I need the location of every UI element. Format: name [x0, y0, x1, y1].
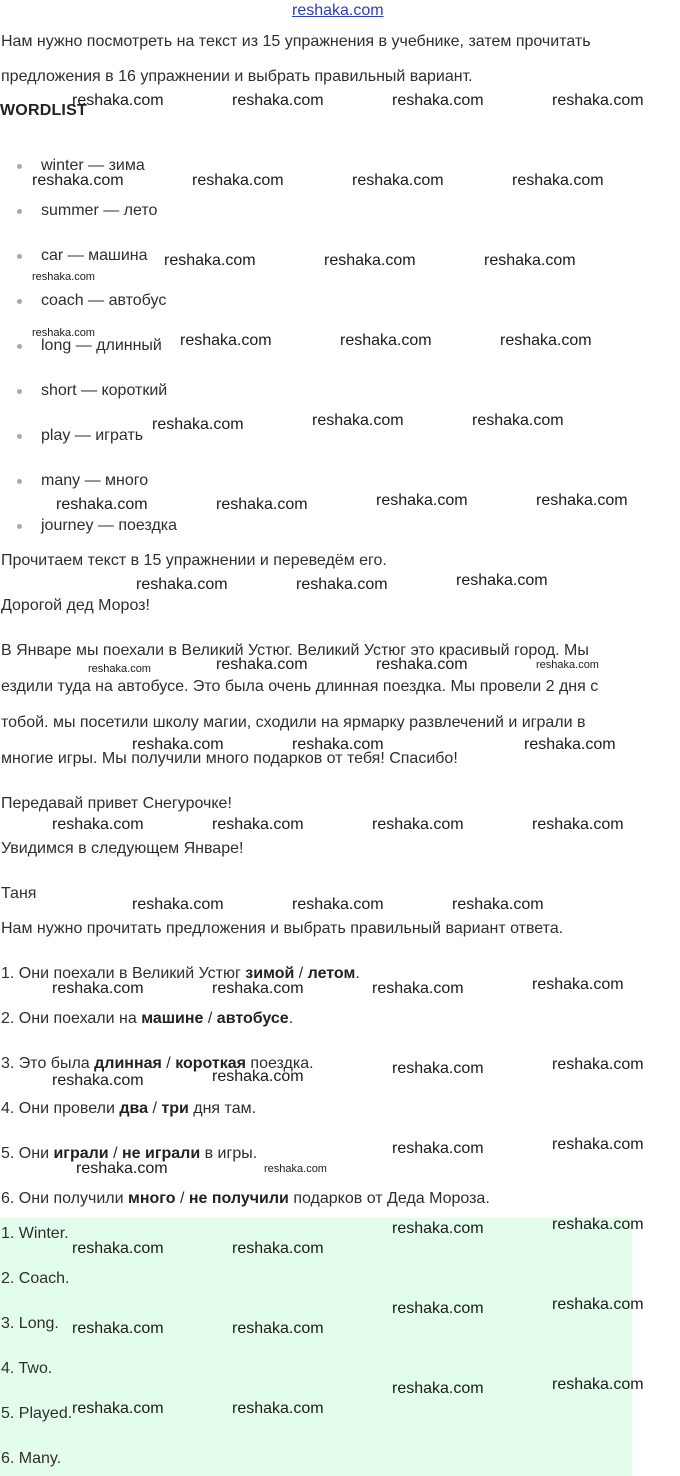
- answer-1: 1. Winter.: [1, 1225, 69, 1242]
- bullet-icon: [17, 389, 22, 394]
- answer-4: 4. Two.: [1, 1360, 53, 1377]
- question-6: 6. Они получили много / не получили подарков от Деда Мороза.: [1, 1190, 490, 1207]
- watermark: reshaka.com: [212, 1068, 304, 1085]
- letter-line-3: тобой. мы посетили школу магии, сходили на ярмарку развлечений и играли в: [1, 714, 586, 731]
- watermark: reshaka.com: [232, 92, 324, 109]
- watermark: reshaka.com: [392, 1380, 484, 1397]
- bullet-icon: [17, 434, 22, 439]
- watermark: reshaka.com: [232, 1400, 324, 1417]
- bullet-icon: [17, 524, 22, 529]
- watermark: reshaka.com: [532, 976, 624, 993]
- watermark: reshaka.com: [52, 816, 144, 833]
- watermark: reshaka.com: [212, 980, 304, 997]
- watermark: reshaka.com: [500, 332, 592, 349]
- watermark: reshaka.com: [164, 252, 256, 269]
- watermark: reshaka.com: [392, 1300, 484, 1317]
- watermark: reshaka.com: [372, 816, 464, 833]
- watermark: reshaka.com: [312, 412, 404, 429]
- watermark: reshaka.com: [324, 252, 416, 269]
- watermark: reshaka.com: [292, 736, 384, 753]
- watermark: reshaka.com: [180, 332, 272, 349]
- watermark: reshaka.com: [72, 92, 164, 109]
- watermark: reshaka.com: [76, 1160, 168, 1177]
- watermark: reshaka.com: [392, 1060, 484, 1077]
- intro-line-1: Нам нужно посмотреть на текст из 15 упражнения в учебнике, затем прочитать: [1, 33, 591, 50]
- watermark: reshaka.com: [136, 576, 228, 593]
- answer-5: 5. Played.: [1, 1405, 73, 1422]
- question-1: 1. Они поехали в Великий Устюг зимой / летом.: [1, 965, 360, 982]
- answer-2: 2. Coach.: [1, 1270, 70, 1287]
- watermark: reshaka.com: [88, 663, 151, 675]
- site-link[interactable]: reshaka.com: [292, 2, 384, 19]
- question-3: 3. Это была длинная / короткая поездка.: [1, 1055, 314, 1072]
- bullet-icon: [17, 164, 22, 169]
- watermark: reshaka.com: [340, 332, 432, 349]
- letter-greeting: Дорогой дед Мороз!: [1, 597, 150, 614]
- watermark: reshaka.com: [512, 172, 604, 189]
- bullet-icon: [17, 479, 22, 484]
- watermark: reshaka.com: [56, 496, 148, 513]
- watermark: reshaka.com: [392, 1140, 484, 1157]
- watermark: reshaka.com: [152, 416, 244, 433]
- watermark: reshaka.com: [376, 656, 468, 673]
- intro-line-2: предложения в 16 упражнении и выбрать правильный вариант.: [1, 68, 473, 85]
- letter-line-2: ездили туда на автобусе. Это была очень длинная поездка. Мы провели 2 дня с: [1, 678, 599, 695]
- letter-signature: Таня: [1, 885, 37, 902]
- question-4: 4. Они провели два / три дня там.: [1, 1100, 257, 1117]
- watermark: reshaka.com: [264, 1163, 327, 1175]
- watermark: reshaka.com: [52, 980, 144, 997]
- watermark: reshaka.com: [392, 1220, 484, 1237]
- bullet-icon: [17, 344, 22, 349]
- watermark: reshaka.com: [132, 896, 224, 913]
- watermark: reshaka.com: [552, 1056, 644, 1073]
- watermark: reshaka.com: [552, 1296, 644, 1313]
- watermark: reshaka.com: [192, 172, 284, 189]
- watermark: reshaka.com: [472, 412, 564, 429]
- watermark: reshaka.com: [232, 1320, 324, 1337]
- watermark: reshaka.com: [452, 896, 544, 913]
- reading-intro: Прочитаем текст в 15 упражнении и переведём его.: [1, 552, 387, 569]
- answer-6: 6. Many.: [1, 1450, 62, 1467]
- watermark: reshaka.com: [296, 576, 388, 593]
- watermark: reshaka.com: [536, 492, 628, 509]
- watermark: reshaka.com: [72, 1400, 164, 1417]
- watermark: reshaka.com: [216, 656, 308, 673]
- watermark: reshaka.com: [372, 980, 464, 997]
- watermark: reshaka.com: [232, 1240, 324, 1257]
- watermark: reshaka.com: [216, 496, 308, 513]
- watermark: reshaka.com: [536, 659, 599, 671]
- watermark: reshaka.com: [552, 92, 644, 109]
- letter-line-1: В Январе мы поехали в Великий Устюг. Великий Устюг это красивый город. Мы: [1, 642, 589, 659]
- watermark: reshaka.com: [352, 172, 444, 189]
- watermark: reshaka.com: [552, 1136, 644, 1153]
- answer-3: 3. Long.: [1, 1315, 59, 1332]
- wordlist-title: WORDLIST: [0, 102, 87, 119]
- watermark: reshaka.com: [32, 172, 124, 189]
- watermark: reshaka.com: [524, 736, 616, 753]
- watermark: reshaka.com: [32, 271, 95, 283]
- watermark: reshaka.com: [552, 1216, 644, 1233]
- question-2: 2. Они поехали на машине / автобусе.: [1, 1010, 294, 1027]
- letter-regards: Передавай привет Снегурочке!: [1, 795, 232, 812]
- letter-see-you: Увидимся в следующем Январе!: [1, 840, 244, 857]
- watermark: reshaka.com: [132, 736, 224, 753]
- watermark: reshaka.com: [392, 92, 484, 109]
- letter-line-4: многие игры. Мы получили много подарков от тебя! Спасибо!: [1, 750, 458, 767]
- bullet-icon: [17, 209, 22, 214]
- watermark: reshaka.com: [212, 816, 304, 833]
- watermark: reshaka.com: [532, 816, 624, 833]
- watermark: reshaka.com: [72, 1240, 164, 1257]
- page: reshaka.com Нам нужно посмотреть на текст из 15 упражнения в учебнике, затем прочитать предложения в 16 упражнении и выбрать правильный вариант. WORDLIST winter — зима summer — лето car — машина coach — автобус long — длинный short — короткий play — играть many — много journey — поездка Прочитаем текст в 15 упражнении и переведём его. Дорогой дед Мороз! В Январе мы поехали в Великий Устюг. Великий Устюг это красивый город. Мы ездили туда на автобусе. Это была очень длинная поездка. Мы провели 2 дня с тобой. мы посетили школу магии, сходили на ярмарку развлечений и играли в многие игры. Мы получили много подарков от тебя! Спасибо! Передавай привет Снегурочке! Увидимся в следующем Январе! Таня Нам нужно прочитать предложения и выбрать правильный вариант ответа. 1. Они поехали в Великий Устюг зимой / летом. 2. Они поехали на машине / автобусе. 3. Это была длинная / короткая поездка. 4. Они провели два / три дня там. 5. Они играли / не играли в игры. 6. Они получили много / не получили подарков от Деда Мороза. 1. Winter. 2. Coach. 3. Long. 4. Two. 5. Played. 6. Many. reshaka.com reshaka.com reshaka.com reshaka.com reshaka.com reshaka.com reshaka.com reshaka.com reshaka.com reshaka.com reshaka.com reshaka.com reshaka.com reshaka.com reshaka.com reshaka.com reshaka.com reshaka.com reshaka.com reshaka.com reshaka.com reshaka.com reshaka.com reshaka.com reshaka.com reshaka.com reshaka.com reshaka.com reshaka.com reshaka.com reshaka.com reshaka.com reshaka.com reshaka.com reshaka.com reshaka.com reshaka.com reshaka.com reshaka.com reshaka.com reshaka.com reshaka.com reshaka.com reshaka.com reshaka.com reshaka.com reshaka.com reshaka.com reshaka.com reshaka.com reshaka.com reshaka.com reshaka.com reshaka.com reshaka.com reshaka.com reshaka.com reshaka.com reshaka.com reshaka.com reshaka.com reshaka.com reshaka.com reshaka.com: [0, 0, 680, 1476]
- watermark: reshaka.com: [484, 252, 576, 269]
- watermark: reshaka.com: [376, 492, 468, 509]
- bullet-icon: [17, 254, 22, 259]
- task-intro: Нам нужно прочитать предложения и выбрать правильный вариант ответа.: [1, 920, 564, 937]
- watermark: reshaka.com: [32, 327, 95, 339]
- question-5: 5. Они играли / не играли в игры.: [1, 1145, 258, 1162]
- watermark: reshaka.com: [456, 572, 548, 589]
- watermark: reshaka.com: [72, 1320, 164, 1337]
- watermark: reshaka.com: [292, 896, 384, 913]
- bullet-icon: [17, 299, 22, 304]
- watermark: reshaka.com: [552, 1376, 644, 1393]
- watermark: reshaka.com: [52, 1072, 144, 1089]
